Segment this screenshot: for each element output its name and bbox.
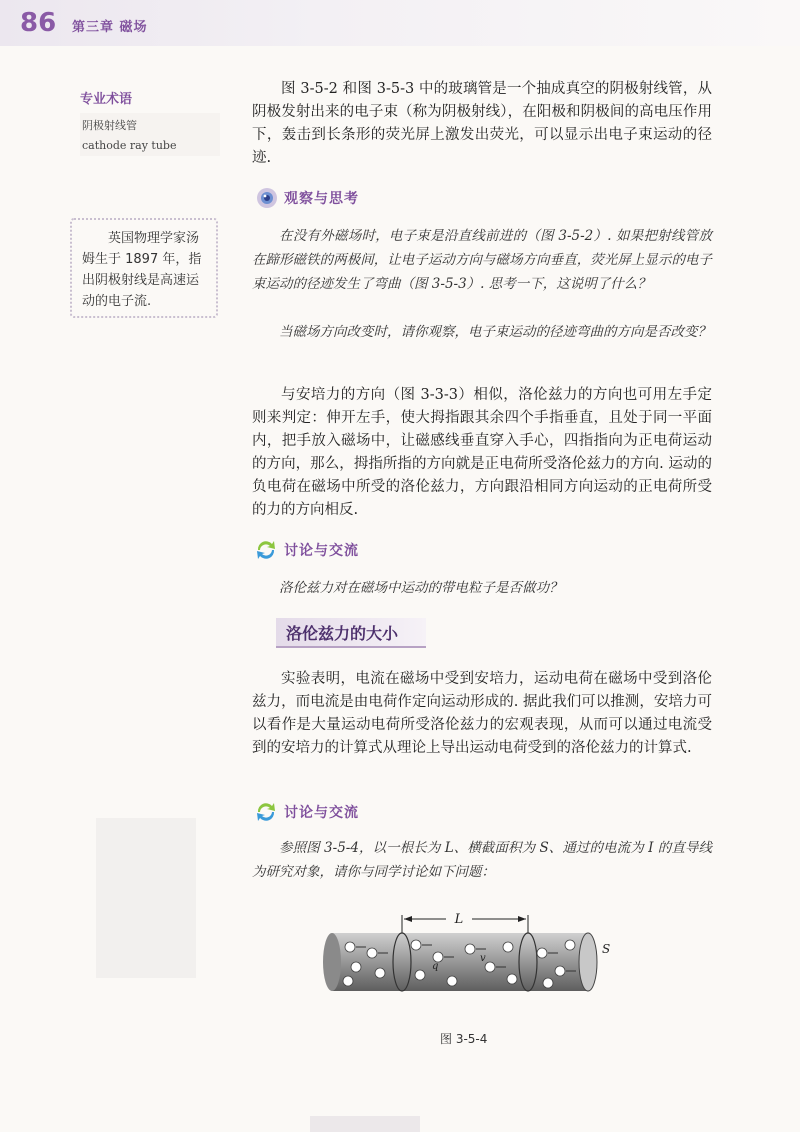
observation-paragraph-1: 在没有外磁场时，电子束是沿直线前进的（图 3-5-2）. 如果把射线管放在蹄形磁铁的两极间，让电子运动方向与磁场方向垂直，荧光屏上显示的电子束运动的径迹发生了弯曲（图 3-5-3）. 思考一下，这说明了什么？ (252, 228, 712, 292)
term-english: cathode ray tube (82, 139, 177, 152)
intro-paragraph: 图 3-5-2 和图 3-5-3 中的玻璃管是一个抽成真空的阴极射线管，从阴极发射出来的电子束（称为阴极射线），在阳极和阴极间的高电压作用下，轰击到长条形的荧光屏上激发出荧光，可以显示出电子束运动的径迹. (252, 81, 712, 166)
lorentz-magnitude-paragraph: 实验表明，电流在磁场中受到安培力，运动电荷在磁场中受到洛伦兹力，而电流是由电荷作定向运动形成的. 据此我们可以推测，安培力可以看作是大量运动电荷所受洛伦兹力的宏观表现，从而可以通过电流受到的安培力的计算式从理论上导出运动电荷受到的洛伦兹力的计算式. (252, 671, 712, 756)
discussion-heading-1 (254, 538, 359, 562)
page-header (0, 0, 800, 46)
terminology-box (80, 88, 220, 156)
eye-icon (254, 187, 278, 209)
subsection-title: 洛伦兹力的大小 (276, 618, 426, 648)
velocity-label: v (480, 953, 486, 964)
discussion-label-2: 讨论与交流 (284, 805, 359, 821)
figure-caption: 图 3-5-4 (440, 1032, 488, 1046)
observe-think-label: 观察与思考 (284, 191, 359, 207)
discussion-heading-2 (254, 800, 359, 824)
discussion-question-2: 参照图 3-5-4，以一根长为 L、横截面积为 S、通过的电流为 I 的直导线为研究对象，请你与同学讨论如下问题： (252, 840, 712, 880)
discussion-arrows-icon (254, 800, 278, 824)
terminology-body (80, 113, 220, 156)
margin-blank-area (96, 818, 196, 978)
chapter-title: 第三章 磁场 (72, 20, 148, 35)
discussion-label-1: 讨论与交流 (284, 543, 359, 559)
charge-label: q (432, 961, 439, 972)
discussion-question-1: 洛伦兹力对在磁场中运动的带电粒子是否做功？ (279, 580, 563, 596)
observation-paragraph-2: 当磁场方向改变时，请你观察，电子束运动的径迹弯曲的方向是否改变？ (279, 324, 711, 340)
terminology-title: 专业术语 (80, 92, 133, 107)
discussion-arrows-icon (254, 538, 278, 562)
side-note: 英国物理学家汤姆生于 1897 年，指出阴极射线是高速运动的电子流. (70, 218, 218, 318)
page-number: 86 (20, 8, 57, 38)
footer-bar (310, 1116, 420, 1132)
area-label: S (602, 942, 611, 956)
left-hand-rule-paragraph: 与安培力的方向（图 3-3-3）相似，洛伦兹力的方向也可用左手定则来判定：伸开左手，使大拇指跟其余四个手指垂直，且处于同一平面内，把手放入磁场中，让磁感线垂直穿入手心，四指指向为正电荷运动的方向，那么，拇指所指的方向就是正电荷所受洛伦兹力的方向. 运动的负电荷在磁场中所受的洛伦兹力，方向跟沿相同方向运动的正电荷所受的力的方向相反. (252, 387, 712, 518)
length-label: L (454, 912, 464, 927)
conductor-figure (320, 905, 620, 1000)
wire-charges-diagram (320, 905, 620, 1000)
observe-think-heading (254, 186, 359, 210)
term-chinese: 阴极射线管 (82, 119, 137, 132)
